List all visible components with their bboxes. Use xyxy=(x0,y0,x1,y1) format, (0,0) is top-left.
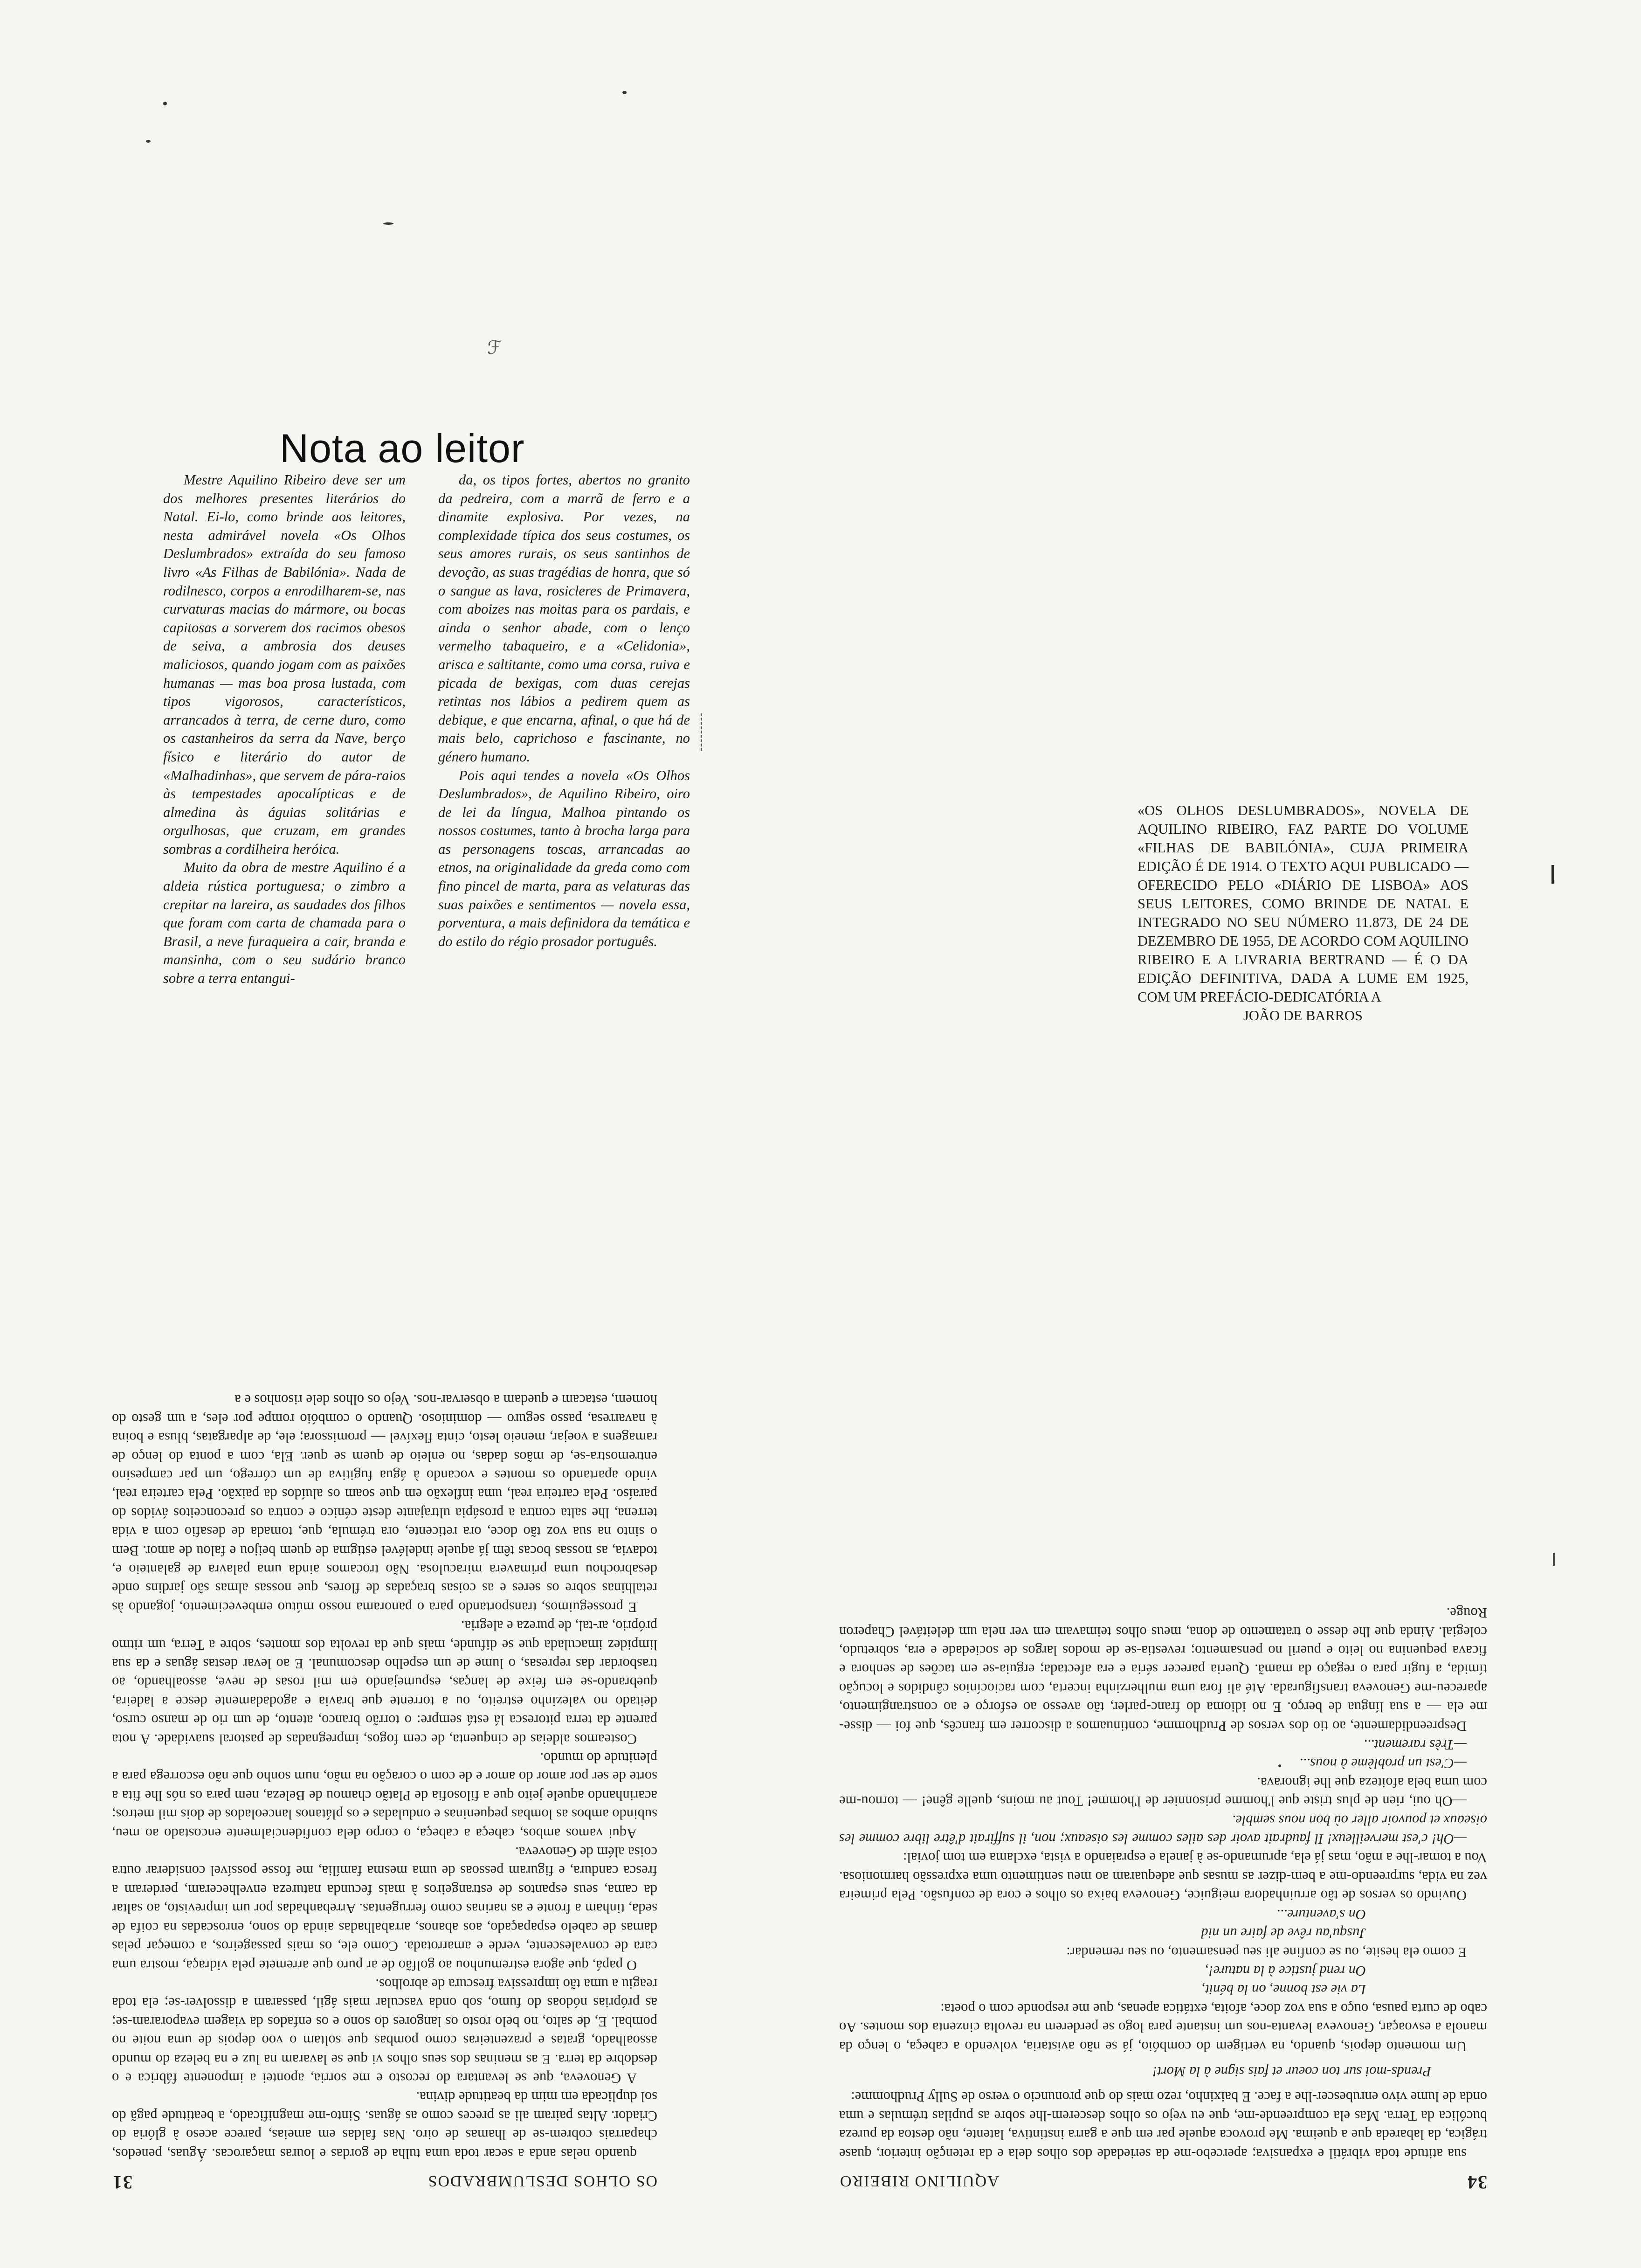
body-paragraph: Ouvindo os versos de tão arruinhadora meiguice, Genoveva baixa os olhos e cora de confusão. Pela primeira vez na vida, surpreendo-me a bem-dizer as musas que adequaram ao meu sentimento uma expressão harmoniosa. Vou a tomar-lhe a mão, mas já ela, aprumando-se à janela e espraiando a vista, exclama em tom jovial: xyxy=(839,1850,1487,1904)
body-paragraph: Despreendidamente, ao tio dos versos de Prudhomme, continuamos a discorrer em francês, que foi — disse-me ela — a sua língua de berço. E no idioma do franc-parler, tão avesso ao esforço e ao constrangimento, apareceu-me Genoveva transfigurada. Até ali fora uma mulherzinha incerta, com raciocínios cândidos e locução tímida, a fugir para o regaço da mamã. Queria parecer séria e era afectada; erguia-se em tacões de senhora e ficava pequenina no leito e pueril no pensamento; revestia-se de modos largos de sociedade e era, sobretudo, colegial. Ainda que lhe desse o tratamento de dona, meus olhos teimavam em ver nela um deleitável Chaperon Rouge. xyxy=(839,1605,1487,1734)
intro-column-1 xyxy=(163,471,406,988)
body-paragraph: E prosseguimos, transportando para o panorama nosso mútuo embevecimento, jogando às retalhinas sobre os seres e as coisas braçadas de flores, que nossas almas são jardins onde desabrochou uma primavera miraculosa. Não trocamos ainda uma palavra de galanteio e, todavia, as nossas bocas têm já aquele indelével estigma de quem beijou e falou de amor. Bem o sinto na sua voz tão doce, ora reticente, ora trémula, que, tomada de desafio com a vida terrena, lhe salta contra a prosápia ultrajante deste cénico e contra os preconceitos ávidos do paraíso. Pela carteira real, uma inflexão em que soam os aluídos da paixão. Pela carteira real, vindo apartando os montes e vocando à água fugitiva de um córrego, um par campesino entremostra-se, de mãos dadas, no enleio de quem se quer. Ela, com a ponta do lenço de ramagens a voejar, meneio lesto, cinta flexível — promissora; ele, de alpargatas, blusa e boina à navarresa, passo seguro — dominioso. Quando o combóio rompe por eles, a um gesto do homem, estacam e quedam a observar-nos. Vejo os olhos dele risonhos e a xyxy=(112,1392,657,1615)
dialogue-line: —Oh oui, rien de plus triste que l'homme prisonnier de l'homme! Tout au moins, quelle gêne! — tornou-me com uma bela afoiteza que lhe ignorava. xyxy=(839,1774,1487,1810)
body-paragraph: Aqui vamos ambos, cabeça a cabeça, o corpo dela confidencialmente encostado ao meu, subindo ambos as lombas pequeninas e onduladas e os plátanos lanceolados de dois mil metros; acarinhando aquele jeito que a filosofia de Platão chamou de Beleza, nem para os nós lhe fita a sorte de ser por amor do amor e de com o coração na mão, num sonho que não escorrega para a plenitude do mundo. xyxy=(112,1750,657,1841)
print-speck xyxy=(163,102,167,105)
verse-line: Jusqu'au rêve de faire un nid xyxy=(1201,1925,1366,1942)
print-speck xyxy=(383,222,393,225)
body-paragraph: O papá, que agora estremunhou ao golfão de ar puro que arremete pela vidraça, mostra uma cara de convalescente, verde e amarrotada. Como ele, os mais passageiros, a começar pelas damas de cabelo espapaçado, aos abanos, arrabalhadas ainda do sono, enroscadas na coifa de seda, tinham a fronte e as narinas como ferrugentas. Arrebanhadas por um imprevisto, ao saltar da cama, seus espantos de estrangeiros à mais fecunda natureza envelheceram, perderam a fresca candura, e figuram pessoas de uma mesma família, me fosse possível considerar outra coisa além de Genoveva. xyxy=(112,1844,657,1973)
running-head-title: AQUILINO RIBEIRO xyxy=(839,2172,999,2190)
running-head-title: OS OLHOS DESLUMBRADOS xyxy=(427,2172,657,2190)
body-paragraph: Costeamos aldeias de cinquenta, de cem fogos, impregnadas de pastoral suavidade. A nota parente da terra pitoresca lá está sempre: o torrão branco, atento, de um rio de manso curso, deitado no valezinho estreito, ou a torrente que bravia e agodadamente desce a ladeira, quebrando-se em feixe de lanças, espumejando em mil rosas de neve, assoalhando, ao trasbordar das represas, o lume de um espelho descomunal. E ao levar destas águas e da sua limpidez imaculada que se difunde, mais que da revolta dos montes, sobre a Terra, um ritmo próprio, ar-tal, de pureza e alegria. xyxy=(112,1618,657,1747)
edition-note-text: «OS OLHOS DESLUMBRADOS», NOVELA DE AQUILINO RIBEIRO, FAZ PARTE DO VOLUME «FILHAS DE BABILÓNIA», CUJA PRIMEIRA EDIÇÃO É DE 1914. O TEXTO AQUI PUBLICADO — OFERECIDO PELO «DIÁRIO DE LISBOA» AOS SEUS LEITORES, COMO BRINDE DE NATAL E INTEGRADO NO SEU NÚMERO 11.873, DE 24 DE DEZEMBRO DE 1955, DE ACORDO COM AQUILINO RIBEIRO E A LIVRARIA BERTRAND — É O DA EDIÇÃO DEFINITIVA, DADA A LUME EM 1925, COM UM PREFÁCIO-DEDICATÓRIA A xyxy=(1138,802,1469,1005)
verse-line: On rend justice à la nature!, xyxy=(1205,1963,1366,1979)
dialogue-line: —Très rarement... xyxy=(1364,1737,1467,1753)
inverted-page-34 xyxy=(839,1175,1487,2192)
verse-line: On s'aventure... xyxy=(1276,1906,1366,1922)
ink-mark: ℱ xyxy=(487,337,502,358)
running-head xyxy=(839,2171,1487,2192)
column-divider xyxy=(701,713,704,751)
print-speck xyxy=(622,91,627,94)
intro-paragraph: da, os tipos fortes, abertos no granito da pedreira, com a marrã de ferro e a dinamite explosiva. Por vezes, na complexidade típica dos seus costumes, os seus amores rurais, os seus santinhos de devoção, as suas tragédias de honra, que só o sangue as lava, rosicleres de Primavera, com aboizes nas moitas para os pardais, e ainda o senhor abade, com o lenço vermelho tabaqueiro, e a «Celidonia», arisca e saltitante, como uma corsa, ruiva e picada de bexigas, com duas cerejas retintas nos lábios a pedirem quem as debique, e que encarna, afinal, o que há de mais belo, caprichoso e fascinante, no género humano. xyxy=(438,472,690,765)
body-paragraph: E como ela hesite, ou se confine ali seu pensamento, ou seu remendar: xyxy=(1066,1944,1467,1960)
inverted-page-31 xyxy=(112,1175,657,2192)
page-number: 34 xyxy=(1467,2172,1487,2193)
body-paragraph: sua atitude toda vibrátil e expansiva; apercebo-me da seriedade dos olhos dela e da retenção interior, quase trágica, da labareda que a queima. Me provoca aquele par em que a garra instintiva, latente, não destoa da pureza bucólica da Terra. Mas ela compreende-me, que eu vejo os olhos descerem-lhe sobre as pupilas trémulas e uma onda de lume vivo enrubescer-lhe a face. E baixinho, rezo mais do que pronuncio o verso de Sully Prudhomme: xyxy=(839,2089,1487,2162)
intro-paragraph: Pois aqui tendes a novela «Os Olhos Deslumbrados», de Aquilino Ribeiro, oiro de lei da língua, Malhoa pintando os nossos costumes, tanto à brocha larga para as personagens toscas, arrancadas ao etnos, na originalidade da greda como com fino pincel de marta, para as velaturas das suas paixões e sentimentos — novela essa, porventura, a mais definidora da temática e do estilo do régio prosador português. xyxy=(438,767,690,949)
page-number: 31 xyxy=(112,2172,132,2193)
intro-paragraph: Muito da obra de mestre Aquilino é a aldeia rústica portuguesa; o zimbro a crepitar na lareira, as saudades dos filhos que foram com carta de chamada para o Brasil, a neve furaqueira a cair, branda e mansinha, com o seu sudário branco sobre a terra entangui- xyxy=(163,859,406,987)
page-title: Nota ao leitor xyxy=(280,426,525,471)
verse-line: La vie est bonne, on la bénit, xyxy=(1201,1982,1366,1998)
dialogue-line: —C'est un problème à nous... xyxy=(1299,1756,1467,1772)
running-head xyxy=(112,2171,657,2192)
ink-mark xyxy=(1551,865,1554,884)
ink-mark xyxy=(1553,1553,1555,1566)
edition-note-dedicatee: JOÃO DE BARROS xyxy=(1243,1008,1363,1023)
intro-paragraph: Mestre Aquilino Ribeiro deve ser um dos melhores presentes literários do Natal. Ei-lo, como brinde aos leitores, nesta admirável novela «Os Olhos Deslumbrados» extraída do seu famoso livro «As Filhas de Babilónia». Nada de rodilnesco, corpos a enrodilharem-se, nas curvaturas macias do mármore, ou bocas capitosas a sorverem dos racimos obesos de seiva, a ambrosia dos deuses maliciosos, quando jogam com as paixões humanas — mas boa prosa lustada, com tipos vigorosos, característicos, arrancados à terra, de cerne duro, como os castanheiros da serra da Nave, berço físico e literário do autor de «Malhadinhas», que servem de pára-raios às tempestades apocalípticas e de almedina às águias solitárias e orgulhosas, que cruzam, em grandes sombras a cordilheira heróica. xyxy=(163,472,406,857)
edition-note xyxy=(1138,801,1469,1025)
body-paragraph: A Genoveva, que se levantara do recosto e me sorria, apontei a imponente fábrica e o desdobre da terra. E as meninas dos seus olhos vi que se lavaram na luz e na beleza do mundo assoalhado, gratas e prazenteiras como pombas que soltam o voo depois de uma noite no pombal. E, de salto, no belo rosto os langores do sono e os enfados da viagem evaporaram-se; as próprias nódoas do fumo, sob onda vascular mais ágil, passaram a dissolver-se; ela toda reagiu a uma tão impressiva frescura de abrolhos. xyxy=(112,1976,657,2086)
print-speck xyxy=(146,140,151,143)
verse-quote: Prends-moi sur ton coeur et fais signe à la Mort! xyxy=(1152,2063,1431,2080)
body-paragraph: Um momento depois, quando, na vertigem do combóio, já se não avistaria, volvendo a cabeça, o lenço da manola a esvoaçar, Genoveva levanta-nos um instante para logo se perderem na revolta cinzenta dos montes. Ao cabo de curta pausa, ouço a sua voz doce, afoita, extática apenas, que me responde com o poeta: xyxy=(839,2000,1487,2054)
dialogue-line: —Oh! c'est merveilleux! Il faudrait avoir des ailes comme les oiseaux; non, il suffirait d'être libre comme les oiseaux et pouvoir aller où bon nous semble. xyxy=(839,1812,1487,1847)
intro-column-2 xyxy=(438,471,690,951)
body-paragraph: quando nelas anda a secar toda uma tulha de gordas e louras maçarocas. Águas, penedos, chaparrais cobrem-se de lhamas de oiro. Nas faldas em ameias, parece aceso à glória do Criador. Altas pairam ali as preces como as águas. Sinto-me magnificado, a beatitude pagã do sol duplicada em mim da beatitude divina. xyxy=(112,2089,657,2162)
